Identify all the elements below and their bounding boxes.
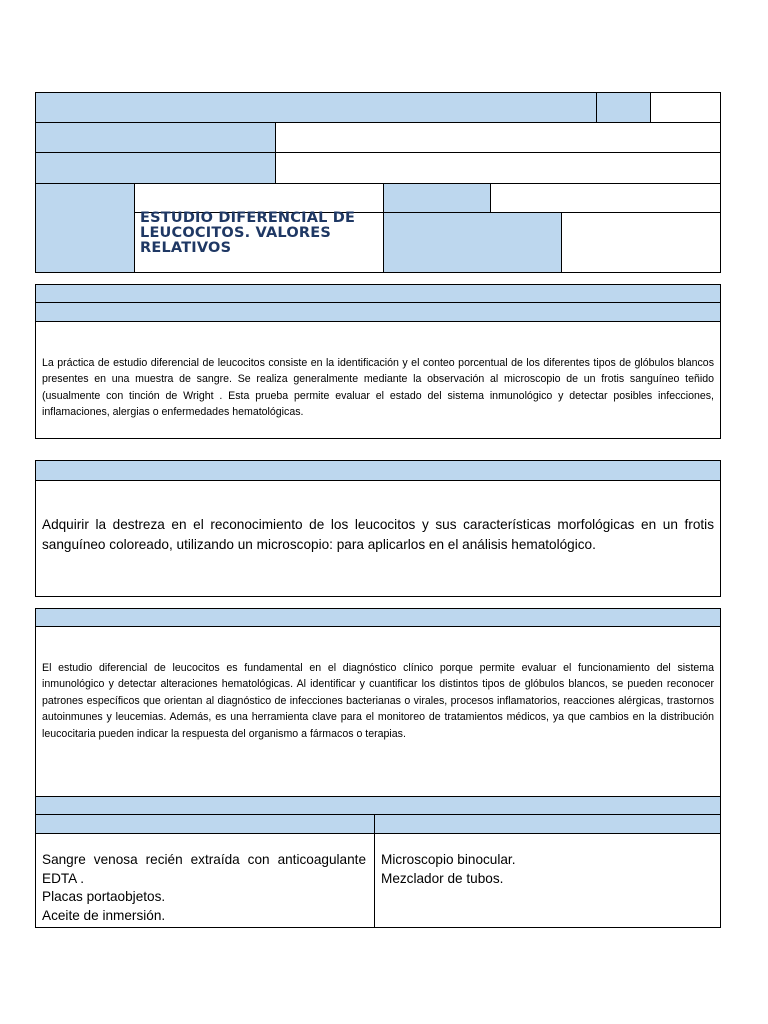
header-row2-value	[275, 122, 721, 153]
objective-header	[35, 460, 721, 481]
materials-right-item: Microscopio binocular.	[381, 852, 516, 867]
header-row1-right	[650, 92, 721, 123]
introduction-header-1	[35, 284, 721, 303]
header-row4-label	[35, 183, 135, 273]
header-row5-value2	[561, 212, 721, 273]
introduction-header-2	[35, 302, 721, 322]
objective-text: Adquirir la destreza en el reconocimiento de los leucocitos y sus características morfológicas en un frotis sanguíneo coloreado, utilizando un microscopio: para aplicarlos en el análisis hematológico.	[42, 517, 714, 552]
materials-header	[35, 796, 721, 815]
header-row1-main	[35, 92, 597, 123]
materials-left-list	[42, 851, 366, 925]
materials-left-item: Placas portaobjetos.	[42, 889, 166, 904]
materials-left-item: EDTA .	[42, 870, 85, 886]
materials-subheader-right	[374, 814, 721, 834]
justification-header	[35, 608, 721, 627]
header-row1-mid	[596, 92, 651, 123]
materials-right-item: Mezclador de tubos.	[381, 870, 504, 886]
materials-left-item: Sangre venosa recién extraída con anticoagulante	[42, 852, 366, 867]
materials-right-list	[381, 851, 711, 888]
header-row5-label2	[383, 212, 562, 273]
materials-subheader-left	[35, 814, 375, 834]
introduction-text: La práctica de estudio diferencial de leucocitos consiste en la identificación y el conteo porcentual de los diferentes tipos de glóbulos blancos presentes en una muestra de sangre. Se realiza generalmente mediante la observación al microscopio de un frotis sanguíneo teñido (usualmente con tinción de Wright . Esta prueba permite evaluar el estado del sistema inmunológico y detectar posibles infecciones, inflamaciones, alergias o enfermedades hematológicas.	[42, 357, 714, 419]
header-row2-label	[35, 122, 276, 153]
header-row3-label	[35, 152, 276, 184]
materials-left-item: Aceite de inmersión.	[42, 907, 166, 923]
header-row4-label2	[383, 183, 491, 213]
justification-text: El estudio diferencial de leucocitos es fundamental en el diagnóstico clínico porque permite evaluar el funcionamiento del sistema inmunológico y detectar alteraciones hematológicas. Al identificar y cuantificar los distintos tipos de glóbulos blancos, se pueden reconocer patrones específicos que orientan al diagnóstico de infecciones bacterianas o virales, procesos inflamatorios, reacciones alérgicas, trastornos autoinmunes y leucemias. Además, es una herramienta clave para el monitoreo de tratamientos médicos, ya que cambios en la distribución leucocitaria pueden indicar la respuesta del organismo a fármacos o terapias.	[42, 662, 714, 740]
header-row3-value	[275, 152, 721, 184]
header-title-cell-divider	[134, 183, 384, 213]
practice-title: ESTUDIO DIFERENCIAL DE LEUCOCITOS. VALORES RELATIVOS	[140, 210, 356, 256]
header-row4-value2	[490, 183, 721, 213]
